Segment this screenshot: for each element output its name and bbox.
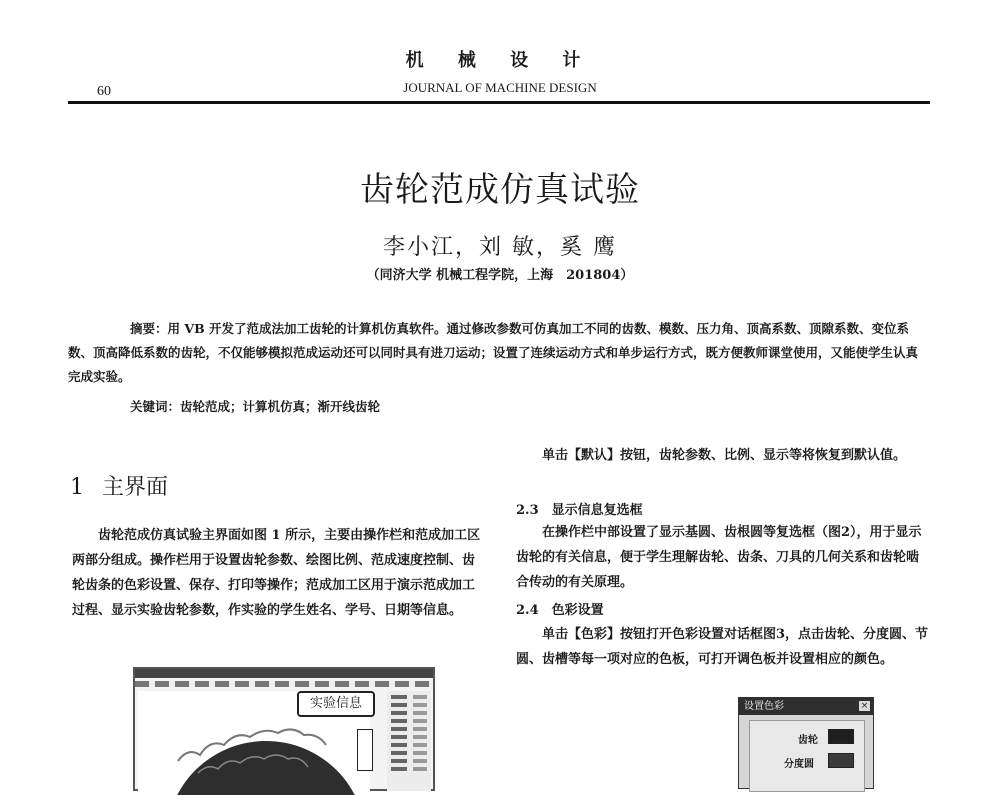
gear-color-label: 齿轮 [798, 735, 818, 746]
section-1-number: 1 [70, 475, 84, 500]
color-dialog-body [749, 720, 865, 792]
figure-1-toolbar [135, 681, 433, 687]
section-2-3-paragraph: 在操作栏中部设置了显示基圆、齿根圆等复选框（图2），用于显示齿轮的有关信息，便于学生理解齿轮、齿条、刀具的几何关系和齿轮啮合传动的有关原理。 [516, 525, 922, 590]
keywords-label: 关键词： [130, 399, 181, 414]
section-2-4-heading: 2.4 色彩设置 [516, 603, 604, 618]
param-row [391, 711, 427, 715]
section-1-paragraph: 齿轮范成仿真试验主界面如图 1 所示，主要由操作栏和范成加工区两部分组成。操作栏用于设置齿轮参数、绘图比例、范成速度控制、齿轮齿条的色彩设置、保存、打印等操作；范成加工区用于演示范成加工过程、显示实验齿轮参数，作实验的学生姓名、学号、日期等信息。 [72, 528, 481, 618]
figure-1-window [133, 667, 435, 791]
figure-1-callout-box [357, 729, 373, 771]
abstract-text: 用 VB 开发了范成法加工齿轮的计算机仿真软件。通过修改参数可仿真加工不同的齿数、模数、压力角、顶高系数、顶隙系数、变位系数、顶高降低系数的齿轮，不仅能够模拟范成运动还可以同时具有进刀运动；设置了连续运动方式和单步运行方式，既方便教师课堂使用，又能使学生认真完成实验。 [68, 321, 919, 384]
gear-disc-icon [166, 741, 366, 795]
param-row [391, 727, 427, 731]
color-dialog-window [738, 697, 874, 789]
keywords-text: 齿轮范成；计算机仿真；渐开线齿轮 [180, 399, 381, 414]
param-row [391, 759, 427, 763]
section-1-title: 主界面 [102, 475, 169, 500]
figure-1-titlebar [135, 669, 433, 678]
header-rule [68, 101, 930, 104]
page-number: 60 [97, 84, 111, 99]
color-dialog-titlebar [739, 698, 873, 715]
param-row [391, 735, 427, 739]
param-row [391, 751, 427, 755]
param-row [391, 703, 427, 707]
journal-name-cn: 机 械 设 计 [405, 50, 595, 71]
color-dialog-title: 设置色彩 [744, 701, 784, 712]
figure-1-operation-panel [387, 691, 431, 791]
experiment-info-callout: 实验信息 [297, 691, 375, 717]
figure-1-main-interface [133, 667, 433, 760]
journal-name-en: JOURNAL OF MACHINE DESIGN [403, 80, 597, 95]
param-row [391, 695, 427, 699]
authors: 李小江，刘 敏，奚 鹰 [383, 235, 617, 260]
figure-3-color-dialog [738, 697, 874, 770]
affiliation: （同济大学 机械工程学院，上海 201804） [366, 268, 634, 283]
param-row [391, 767, 427, 771]
close-icon[interactable]: × [860, 701, 869, 711]
abstract [68, 317, 930, 389]
param-row [391, 719, 427, 723]
keywords [130, 397, 380, 415]
abstract-label: 摘要： [130, 321, 168, 336]
gear-color-swatch[interactable] [828, 729, 854, 744]
section-2-4-paragraph: 单击【色彩】按钮打开色彩设置对话框图3，点击齿轮、分度圆、节圆、齿槽等每一项对应的色板，可打开调色板并设置相应的颜色。 [516, 627, 929, 667]
article-title: 齿轮范成仿真试验 [360, 170, 640, 210]
pitch-circle-color-swatch[interactable] [828, 753, 854, 768]
section-2-3-heading: 2.3 显示信息复选框 [516, 503, 643, 518]
param-row [391, 743, 427, 747]
pitch-circle-color-label: 分度圆 [784, 759, 814, 770]
section-1-heading [70, 470, 168, 501]
default-button-paragraph: 单击【默认】按钮，齿轮参数、比例、显示等将恢复到默认值。 [542, 448, 907, 463]
